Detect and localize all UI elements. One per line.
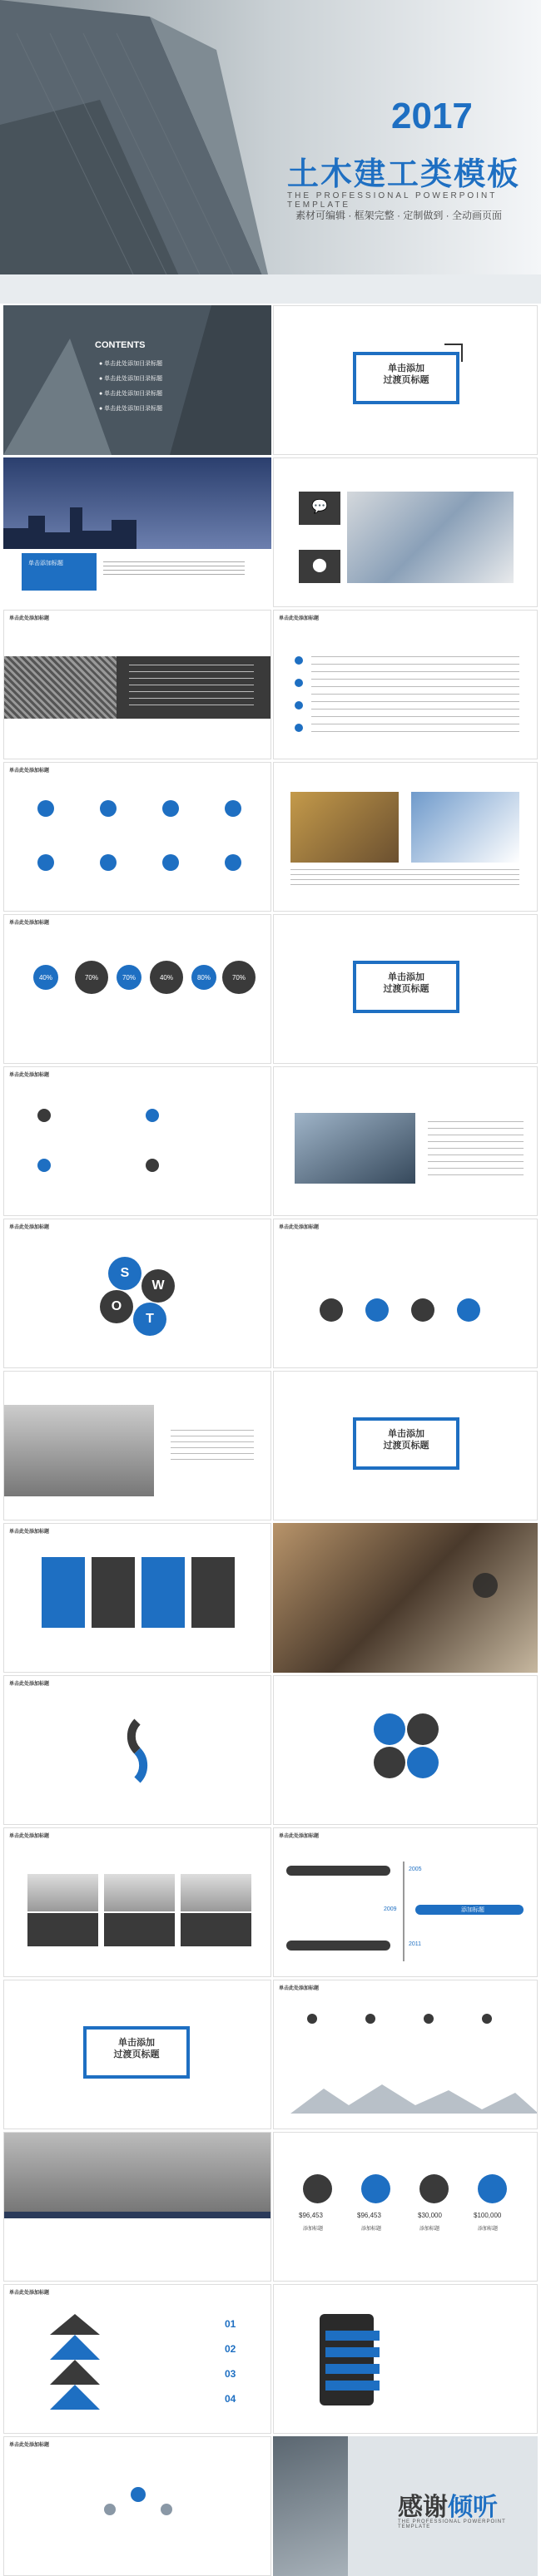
list-icon [146, 1109, 159, 1122]
hub-slide [273, 1675, 538, 1825]
check-icon [295, 701, 303, 710]
feature-icon [482, 2014, 492, 2024]
aerial-image [4, 656, 117, 719]
cover-tagline: 素材可编辑 · 框架完整 · 定制做到 · 全动画页面 [295, 210, 502, 221]
tablet-row [325, 2381, 380, 2391]
feature-icon [162, 800, 179, 817]
slide-title: 单击此处添加标题 [9, 921, 50, 926]
record-icon: ⬤ [312, 558, 327, 572]
drop-shape [365, 1298, 389, 1322]
step-number: 02 [225, 2343, 236, 2355]
contents-list [99, 359, 162, 413]
pyramid-arrows [50, 2314, 100, 2414]
team-photo [104, 1874, 175, 1911]
person-icon [104, 2504, 116, 2515]
blue-card-title: 单击添加标题 [28, 561, 63, 566]
transition-slide-4 [3, 1980, 271, 2129]
stat-value: $96,453 [357, 2212, 381, 2219]
checklist-slide [273, 610, 538, 759]
timeline-axis [403, 1862, 405, 1961]
contents-slide [3, 305, 271, 455]
city-stats-slide [3, 2132, 271, 2282]
thanks-title: 感谢倾听 [398, 2494, 498, 2521]
drop-shape [411, 1298, 434, 1322]
tower-image [4, 1405, 154, 1496]
contents-item[interactable]: ● 单击此处添加目录标题 [99, 391, 163, 397]
arch-lines [428, 1121, 524, 1179]
percent-circle: 70% [117, 965, 141, 990]
people-icon [473, 1573, 498, 1598]
step-number: 04 [225, 2393, 236, 2405]
slide-title: 单击此处添加标题 [9, 1073, 50, 1078]
drop-shape [320, 1298, 343, 1322]
check-icon [295, 724, 303, 732]
cover-slide [0, 0, 541, 304]
team-card [181, 1913, 251, 1946]
cover-year: 2017 [391, 96, 473, 136]
hub-petal [407, 1747, 439, 1778]
swot-s: S [108, 1257, 141, 1290]
stat-value: $96,453 [299, 2212, 323, 2219]
street-image [273, 1523, 538, 1673]
team-card [27, 1913, 98, 1946]
drop-shape [457, 1298, 480, 1322]
transition-slide-1 [273, 305, 538, 455]
percent-circle: 70% [222, 961, 256, 994]
photo-left [290, 792, 399, 863]
stats-slide [273, 2132, 538, 2282]
stat-label: 添加标题 [478, 2227, 499, 2232]
cycle-slide [3, 1675, 271, 1825]
swot-t: T [133, 1303, 166, 1336]
timeline-bar [286, 1941, 390, 1951]
check-icon [295, 679, 303, 687]
checklist-lines [311, 656, 519, 735]
swot-slide [3, 1219, 271, 1368]
transition-corner [444, 344, 463, 362]
slide-title: 单击此处添加标题 [9, 2291, 50, 2296]
timeline-year: 2005 [409, 1866, 422, 1872]
list-icon [146, 1159, 159, 1172]
team-photo [181, 1874, 251, 1911]
percent-circle: 80% [191, 965, 216, 990]
feature-icon [100, 854, 117, 871]
percent-circle: 40% [150, 961, 183, 994]
contents-item[interactable]: ● 单击此处添加目录标题 [99, 376, 163, 382]
percent-circle: 70% [75, 961, 108, 994]
list-slide [3, 1066, 271, 1216]
people-slide [3, 2436, 271, 2576]
arch-image [295, 1113, 415, 1184]
stat-value: $100,000 [474, 2212, 502, 2219]
chat-box [299, 492, 340, 525]
feature-icon [162, 854, 179, 871]
contents-item[interactable]: ● 单击此处添加目录标题 [99, 406, 163, 412]
feature-icon [37, 800, 54, 817]
slide-title: 单击此处添加标题 [9, 2443, 50, 2448]
drops-slide [273, 1219, 538, 1368]
column-card [92, 1557, 135, 1628]
tower-slide [3, 1371, 271, 1520]
column-card [42, 1557, 85, 1628]
timeline-bar [286, 1866, 390, 1876]
team-slide [3, 1827, 271, 1977]
skyline-shape [3, 499, 271, 549]
slide-title: 单击此处添加标题 [279, 616, 320, 621]
step-number: 03 [225, 2368, 236, 2380]
team-photo [27, 1874, 98, 1911]
feature-icon [365, 2014, 375, 2024]
columns-slide [3, 1523, 271, 1673]
stat-icon [478, 2174, 507, 2203]
mountain-slide [273, 1980, 538, 2129]
tablet-row [325, 2331, 380, 2341]
transition-title-3: 单击添加 过渡页标题 [383, 1429, 429, 1451]
team-card [104, 1913, 175, 1946]
slide-title: 单击此处添加标题 [279, 1225, 320, 1230]
icons-slide [3, 762, 271, 912]
slide-title: 单击此处添加标题 [279, 1986, 320, 1991]
column-card [141, 1557, 185, 1628]
timeline-slide [273, 1827, 538, 1977]
mountain-image [274, 2080, 538, 2114]
feature-icon [225, 800, 241, 817]
contents-item[interactable]: ● 单击此处添加目录标题 [99, 361, 163, 367]
stat-label: 添加标题 [303, 2227, 324, 2232]
stat-icon [303, 2174, 332, 2203]
hub-petal [374, 1747, 405, 1778]
stat-icon [419, 2174, 449, 2203]
percent-slide [3, 914, 271, 1064]
arch-slide [273, 1066, 538, 1216]
person-icon [161, 2504, 172, 2515]
tower-lines [171, 1430, 254, 1463]
thanks-slide [273, 2436, 538, 2576]
city-image-2 [4, 2133, 271, 2212]
cover-subtitle: THE PROFESSIONAL POWERPOINT TEMPLATE [287, 191, 498, 210]
slide-title: 单击此处添加标题 [9, 616, 50, 621]
swot-o: O [100, 1290, 133, 1323]
column-card [191, 1557, 235, 1628]
feature-icon [225, 854, 241, 871]
list-icon [37, 1109, 51, 1122]
slide-title: 单击此处添加标题 [9, 1834, 50, 1839]
dark-bar [4, 2212, 271, 2218]
timeline-year: 2009 [384, 1906, 397, 1912]
tablet-slide [273, 2284, 538, 2434]
cover-title: 土木建工类模板 [287, 157, 521, 192]
photos-slide [273, 762, 538, 912]
slide-title: 单击此处添加标题 [9, 769, 50, 774]
city-slide [3, 457, 271, 607]
transition-slide-3 [273, 1371, 538, 1520]
stat-label: 添加标题 [419, 2227, 440, 2232]
street-slide [273, 1523, 538, 1673]
aerial-slide [3, 610, 271, 759]
aerial-info-lines [129, 665, 254, 710]
feature-icon [424, 2014, 434, 2024]
transition-slide-2 [273, 914, 538, 1064]
slide-title: 单击此处添加标题 [279, 1834, 320, 1839]
transition-title-4: 单击添加 过渡页标题 [113, 2038, 160, 2059]
chat-icon: 💬 [311, 500, 328, 514]
transition-title-1: 单击添加 过渡页标题 [383, 363, 429, 385]
tablet-row [325, 2347, 380, 2357]
thanks-subtitle: THE PROFESSIONAL POWERPOINT TEMPLATE [398, 2519, 506, 2529]
stat-icon [361, 2174, 390, 2203]
person-icon [131, 2487, 146, 2502]
percent-circle: 40% [33, 965, 58, 990]
hands-image [347, 492, 514, 583]
photos-caption [290, 869, 519, 886]
pyramid-slide [3, 2284, 271, 2434]
swot-w: W [141, 1269, 175, 1303]
search-box [299, 550, 340, 583]
timeline-tag: 添加标题 [461, 1907, 484, 1913]
timeline-year: 2011 [409, 1941, 422, 1947]
feature-icon [307, 2014, 317, 2024]
list-icon [37, 1159, 51, 1172]
slide-title: 单击此处添加标题 [9, 1225, 50, 1230]
slide-title: 单击此处添加标题 [9, 1530, 50, 1535]
slide-title: 单击此处添加标题 [9, 1682, 50, 1687]
transition-title-2: 单击添加 过渡页标题 [383, 972, 429, 994]
city-text [103, 561, 245, 578]
check-icon [295, 656, 303, 665]
hub-petal [374, 1713, 405, 1745]
feature-icon [37, 854, 54, 871]
thanks-image [273, 2436, 348, 2576]
step-number: 01 [225, 2318, 236, 2330]
stat-value: $30,000 [418, 2212, 442, 2219]
hub-petal [407, 1713, 439, 1745]
cycle-arrows-icon [112, 1713, 162, 1788]
contents-heading: CONTENTS [95, 340, 146, 350]
hands-slide [273, 457, 538, 607]
feature-icon [100, 800, 117, 817]
tablet-row [325, 2364, 380, 2374]
stat-label: 添加标题 [361, 2227, 382, 2232]
tablet-device [320, 2314, 374, 2405]
photo-right [411, 792, 519, 863]
